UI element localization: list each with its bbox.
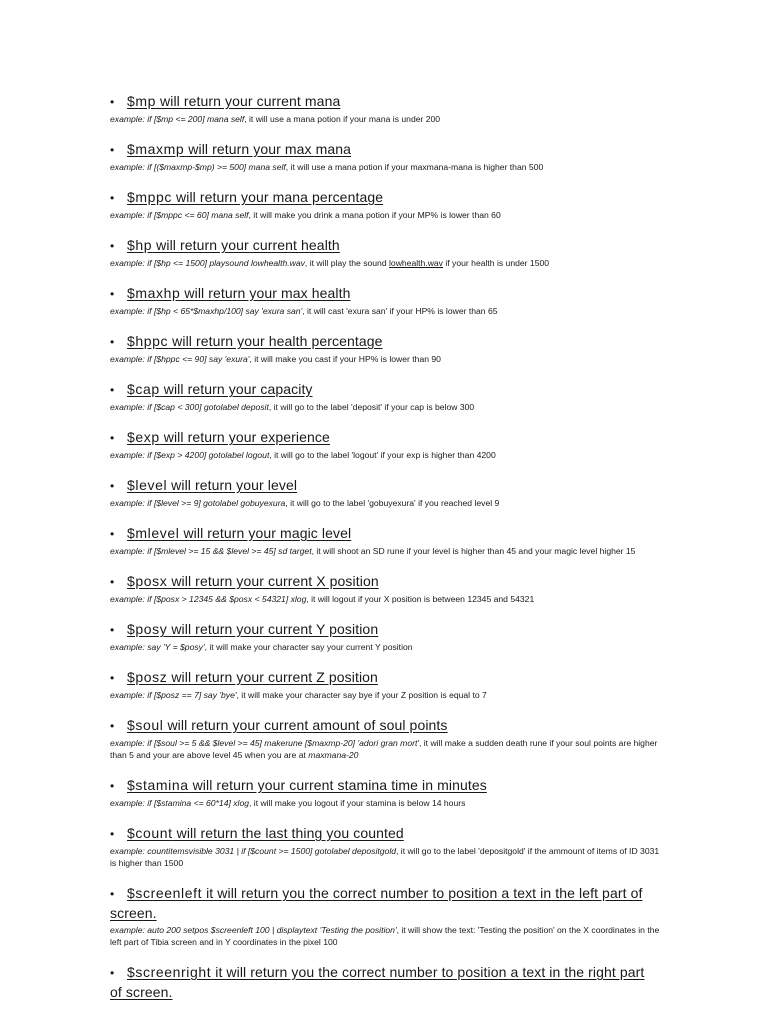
variable-description: will return your health percentage — [168, 333, 383, 349]
entry-example — [110, 161, 660, 173]
entry-title — [127, 141, 351, 157]
bullet-icon: • — [110, 95, 115, 109]
example-code: example: if [$hp < 65*$maxhp/100] say 'exura san' — [110, 306, 303, 316]
variable-name: $posx — [127, 573, 168, 589]
variable-name: $posy — [127, 621, 168, 637]
bullet-icon: • — [110, 527, 115, 541]
entry-heading — [110, 776, 660, 796]
entry-example — [110, 924, 660, 948]
list-item — [110, 963, 660, 1002]
example-code: example: if [$level >= 9] gotolabel gobuyexura — [110, 498, 286, 508]
entry-example — [110, 401, 660, 413]
example-explanation: , it will show the text: 'Testing the position' on the X coordinates in the left part of Tibia screen and in Y coordinates in the pixel 100 — [110, 925, 660, 947]
list-item — [110, 620, 660, 653]
entry-heading — [110, 572, 660, 592]
variable-description: will return your capacity — [159, 381, 313, 397]
variable-name: $cap — [127, 381, 160, 397]
variable-description: will return your current mana — [156, 93, 341, 109]
list-item — [110, 284, 660, 317]
variable-name: $maxmp — [127, 141, 185, 157]
example-code: example: say 'Y = $posy' — [110, 642, 205, 652]
bullet-icon: • — [110, 575, 115, 589]
entry-example — [110, 737, 660, 761]
list-item — [110, 332, 660, 365]
entry-heading — [110, 380, 660, 400]
variable-name: $level — [127, 477, 168, 493]
example-explanation: , it will go to the label 'deposit' if your cap is below 300 — [268, 402, 475, 412]
entry-example — [110, 689, 660, 701]
entry-heading — [110, 140, 660, 160]
bullet-icon: • — [110, 431, 115, 445]
variable-description: will return your current Y position — [167, 621, 379, 637]
entry-example — [110, 305, 660, 317]
variable-description: will return the last thing you counted — [172, 825, 404, 841]
entry-heading — [110, 668, 660, 688]
bullet-icon: • — [110, 671, 115, 685]
bullet-icon: • — [110, 779, 115, 793]
variable-name: $mppc — [127, 189, 173, 205]
variable-name: $soul — [127, 717, 164, 733]
variable-description: will return your mana percentage — [172, 189, 384, 205]
example-code: example: if [$posx > 12345 && $posx < 54321] xlog — [110, 594, 307, 604]
entry-heading — [110, 824, 660, 844]
entry-heading — [110, 236, 660, 256]
list-item — [110, 188, 660, 221]
entry-title — [127, 93, 340, 109]
example-explanation: , it will cast 'exura san' if your HP% is lower than 65 — [302, 306, 498, 316]
entry-example — [110, 641, 660, 653]
list-item — [110, 380, 660, 413]
bullet-icon: • — [110, 827, 115, 841]
bullet-icon: • — [110, 479, 115, 493]
bullet-icon: • — [110, 287, 115, 301]
variable-name: $screenright — [127, 964, 212, 980]
example-explanation: , it will make you logout if your stamina is below 14 hours — [249, 798, 466, 808]
entry-title — [110, 885, 642, 921]
entry-heading — [110, 476, 660, 496]
example-explanation: , it will go to the label 'logout' if your exp is higher than 4200 — [269, 450, 496, 460]
entry-title — [127, 573, 379, 589]
list-item — [110, 140, 660, 173]
variable-description: will return your current X position — [167, 573, 379, 589]
entry-example — [110, 593, 660, 605]
entry-heading — [110, 524, 660, 544]
variable-name: $maxhp — [127, 285, 181, 301]
entry-example — [110, 209, 660, 221]
bullet-icon: • — [110, 239, 115, 253]
example-code: example: if [($maxmp-$mp) >= 500] mana self — [110, 162, 286, 172]
list-item — [110, 668, 660, 701]
example-code: example: if [$mp <= 200] mana self — [110, 114, 245, 124]
variable-name: $screenleft — [127, 885, 203, 901]
list-item — [110, 524, 660, 557]
bullet-icon: • — [110, 383, 115, 397]
example-explanation: , it will make your character say your current Y position — [204, 642, 413, 652]
entry-example — [110, 545, 660, 557]
list-item — [110, 776, 660, 809]
example-explanation: , it will use a mana potion if your mana is under 200 — [244, 114, 441, 124]
entry-heading — [110, 963, 660, 1002]
entry-title — [127, 825, 404, 841]
example-code: example: if [$posz == 7] say 'bye' — [110, 690, 237, 700]
entry-heading — [110, 332, 660, 352]
variable-name: $hp — [127, 237, 153, 253]
entry-title — [127, 669, 378, 685]
entry-example — [110, 797, 660, 809]
entry-title — [127, 333, 383, 349]
entry-title — [127, 777, 487, 793]
example-code: example: auto 200 setpos $screenleft 100 | displaytext 'Testing the position' — [110, 925, 397, 935]
example-explanation: , it will logout if your X position is between 12345 and 54321 — [306, 594, 535, 604]
bullet-icon: • — [110, 191, 115, 205]
example-code: example: if [$hp <= 1500] playsound lowhealth.wav — [110, 258, 305, 268]
example-explanation: , it will make your character say bye if your Z position is equal to 7 — [236, 690, 487, 700]
variable-name: $stamina — [127, 777, 189, 793]
variable-description: will return your current Z position — [167, 669, 378, 685]
entry-heading — [110, 620, 660, 640]
entry-example — [110, 353, 660, 365]
example-code: example: countitemsvisible 3031 | if [$count >= 1500] gotolabel depositgold — [110, 846, 397, 856]
entry-example — [110, 497, 660, 509]
variable-description: will return your current stamina time in minutes — [188, 777, 487, 793]
example-explanation: , it will go to the label 'depositgold' if the ammount of items of ID 3031 is higher than 1500 — [110, 846, 660, 868]
bullet-icon: • — [110, 966, 115, 980]
list-item — [110, 236, 660, 269]
example-emphasis: maxmana-20 — [308, 750, 359, 760]
variable-description: it will return you the correct number to position a text in the left part of screen. — [110, 885, 643, 921]
list-item — [110, 884, 660, 948]
bullet-icon: • — [110, 335, 115, 349]
example-explanation: , it will make you cast if your HP% is lower than 90 — [249, 354, 441, 364]
variable-name: $hppc — [127, 333, 169, 349]
example-explanation: , it will make a sudden death rune if your soul points are higher than 5 and your are above level 45 when you are at — [110, 738, 658, 760]
example-explanation: , it will play the sound — [304, 258, 389, 268]
entry-example — [110, 257, 660, 269]
entry-title — [127, 285, 351, 301]
variable-name: $mp — [127, 93, 157, 109]
list-item — [110, 572, 660, 605]
list-item — [110, 716, 660, 761]
entry-title — [127, 429, 330, 445]
example-code: example: if [$cap < 300] gotolabel deposit — [110, 402, 269, 412]
example-explanation: , it will use a mana potion if your maxmana-mana is higher than 500 — [285, 162, 544, 172]
bullet-icon: • — [110, 719, 115, 733]
list-item — [110, 476, 660, 509]
bullet-icon: • — [110, 887, 115, 901]
list-item — [110, 92, 660, 125]
entry-title — [127, 237, 340, 253]
variable-description: will return your level — [167, 477, 298, 493]
entry-title — [127, 381, 313, 397]
example-code: example: if [$hppc <= 90] say 'exura' — [110, 354, 250, 364]
variable-description: will return your current amount of soul points — [163, 717, 448, 733]
example-code: example: if [$stamina <= 60*14] xlog — [110, 798, 250, 808]
entry-title — [127, 717, 448, 733]
example-explanation-end: if your health is under 1500 — [442, 258, 550, 268]
entry-example — [110, 113, 660, 125]
entry-heading — [110, 428, 660, 448]
variable-description: it will return you the correct number to position a text in the right part of screen. — [110, 964, 645, 1000]
entry-example — [110, 449, 660, 461]
entry-example — [110, 845, 660, 869]
variable-name: $count — [127, 825, 173, 841]
variable-name: $mlevel — [127, 525, 180, 541]
list-item — [110, 824, 660, 869]
entry-title — [127, 525, 351, 541]
variable-name: $posz — [127, 669, 168, 685]
entry-title — [110, 964, 644, 1000]
variable-description: will return your max mana — [184, 141, 352, 157]
variable-description: will return your current health — [152, 237, 340, 253]
example-code: example: if [$soul >= 5 && $level >= 45] makerune [$maxmp-20] 'adori gran mort' — [110, 738, 419, 748]
example-explanation: , it will shoot an SD rune if your level is higher than 45 and your magic level higher 15 — [311, 546, 636, 556]
variable-description: will return your experience — [159, 429, 330, 445]
example-code: example: if [$mlevel >= 15 && $level >= 45] sd target — [110, 546, 312, 556]
entry-heading — [110, 884, 660, 923]
example-code: example: if [$exp > 4200] gotolabel logout — [110, 450, 270, 460]
variable-description: will return your max health — [180, 285, 351, 301]
entry-title — [127, 621, 378, 637]
entry-title — [127, 477, 297, 493]
entry-heading — [110, 716, 660, 736]
example-explanation: , it will go to the label 'gobuyexura' if you reached level 9 — [285, 498, 500, 508]
file-name: lowhealth.wav — [389, 258, 443, 268]
variable-name: $exp — [127, 429, 160, 445]
list-item — [110, 428, 660, 461]
entry-title — [127, 189, 383, 205]
variable-description: will return your magic level — [179, 525, 352, 541]
example-explanation: , it will make you drink a mana potion if your MP% is lower than 60 — [248, 210, 501, 220]
entry-heading — [110, 284, 660, 304]
entry-heading — [110, 188, 660, 208]
entry-heading — [110, 92, 660, 112]
example-code: example: if [$mppc <= 60] mana self — [110, 210, 249, 220]
bullet-icon: • — [110, 623, 115, 637]
bullet-icon: • — [110, 143, 115, 157]
variable-list — [110, 92, 660, 1017]
